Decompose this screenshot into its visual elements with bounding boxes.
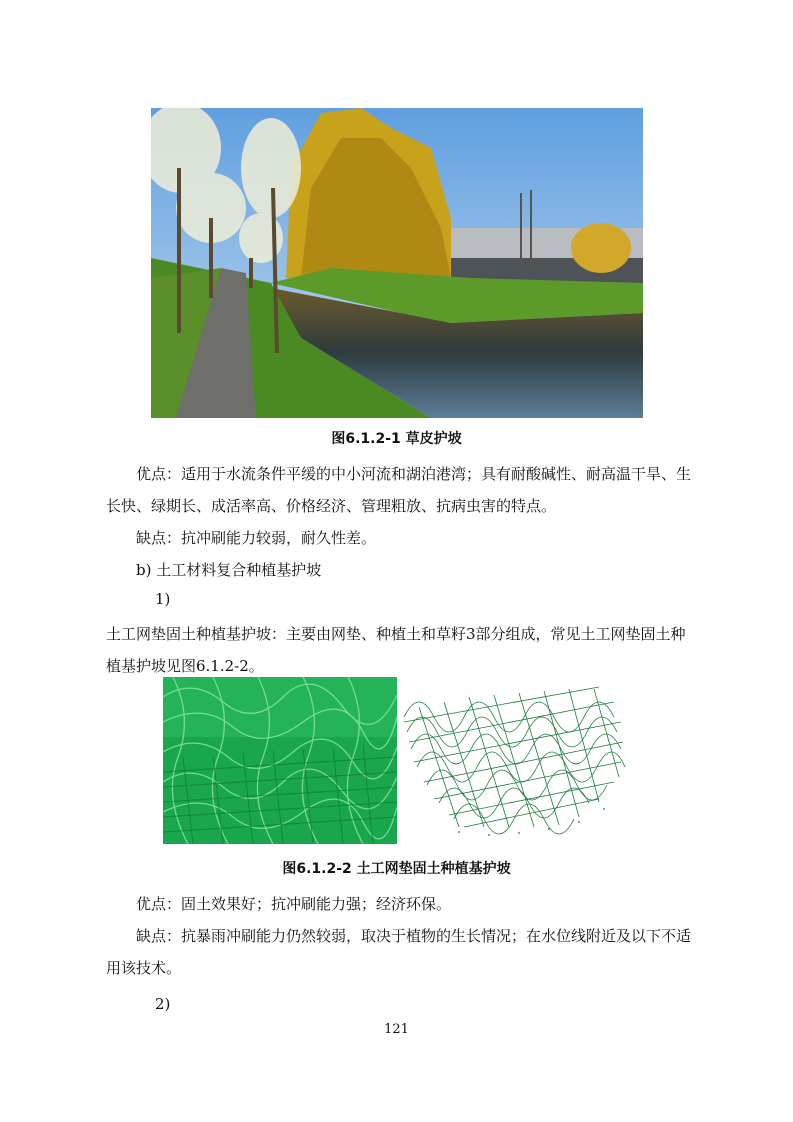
grass-slope-photo <box>151 108 643 418</box>
section-heading-b: b) 土工材料复合种植基护坡 <box>136 561 322 579</box>
grass-slope-image <box>151 108 643 418</box>
figure2-caption: 图6.1.2-2 土工网垫固土种植基护坡 <box>282 861 511 877</box>
geomat-diagram <box>399 677 627 844</box>
page-number: 121 <box>384 1022 409 1037</box>
geomat-wave-mesh-image <box>399 677 627 844</box>
geomat-mesh-image <box>163 677 397 844</box>
figure1-caption: 图6.1.2-1 草皮护坡 <box>331 431 462 447</box>
cons-paragraph-2: 缺点：抗暴雨冲刷能力仍然较弱，取决于植物的生长情况；在水位线附近及以下不适用该技术。 <box>106 927 692 977</box>
pros-paragraph-1: 优点：适用于水流条件平缓的中小河流和湖泊港湾；具有耐酸碱性、耐高温干旱、生长快、绿期长、成活率高、价格经济、管理粗放、抗病虫害的特点。 <box>106 465 692 515</box>
pros-paragraph-2: 优点：固土效果好；抗冲刷能力强；经济环保。 <box>136 895 452 913</box>
item-2-label: 2) <box>155 995 171 1013</box>
item-1-paragraph: 土工网垫固土种植基护坡：主要由网垫、种植土和草籽3部分组成，常见土工网垫固土种植基护坡见图6.1.2-2。 <box>106 625 686 675</box>
item-1-label: 1) <box>155 590 171 608</box>
geomat-photo <box>163 677 397 844</box>
cons-paragraph-1: 缺点：抗冲刷能力较弱，耐久性差。 <box>136 529 377 547</box>
